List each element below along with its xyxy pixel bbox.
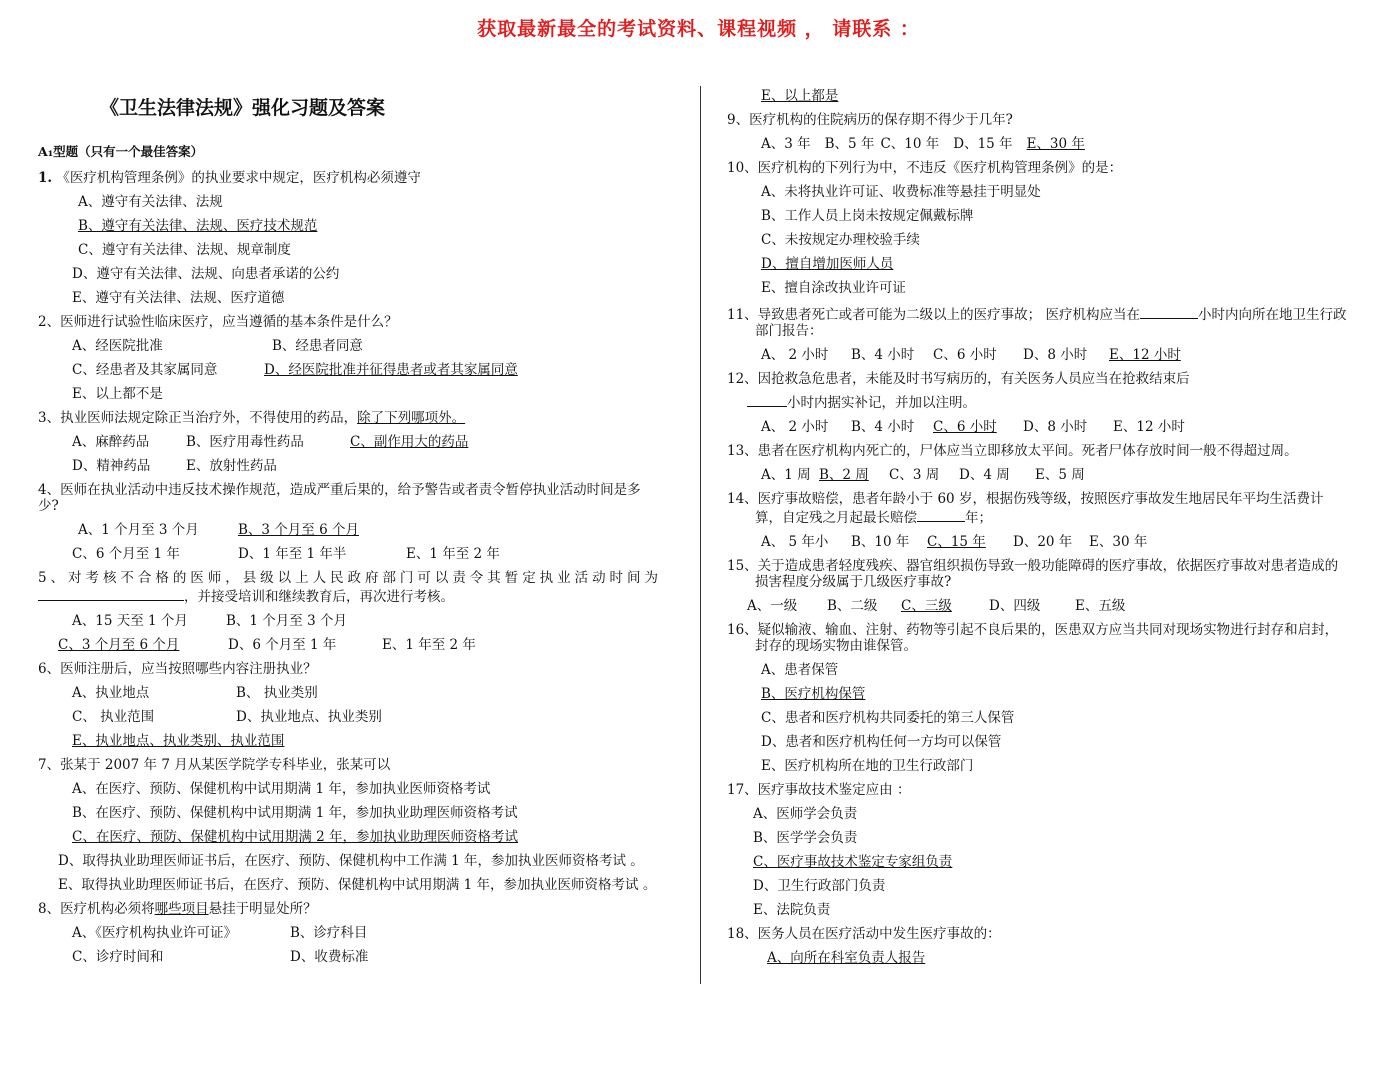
q5-option-c: C、3 个月至 6 个月 xyxy=(58,637,180,653)
question-6: 6、医师注册后，应当按照哪些内容注册执业？ xyxy=(38,661,317,677)
q6-option-d: D、执业地点、执业类别 xyxy=(236,709,382,725)
q6-option-a: A、执业地点 xyxy=(72,685,150,701)
q7-option-b: B、在医疗、预防、保健机构中试用期满 1 年，参加执业助理医师资格考试 xyxy=(72,805,518,821)
q10-option-d: D、擅自增加医师人员 xyxy=(761,256,894,272)
q13-option-d: D、4 周 xyxy=(959,467,1010,483)
q12-option-d: D、8 小时 xyxy=(1023,419,1088,435)
question-11 xyxy=(727,300,1347,343)
question-16: 16、疑似输液、输血、注射、药物等引起不良后果的，医患双方应当共同对现场实物进行封存和启封，封存的现场实物由谁保管。 xyxy=(727,622,1339,654)
question-5-text-end: ，并接受培训和继续教育后，再次进行考核。 xyxy=(184,589,454,605)
q5-option-b: B、1 个月至 3 个月 xyxy=(226,613,347,629)
q14-option-e: E、30 年 xyxy=(1089,534,1148,550)
q2-option-e: E、以上都不是 xyxy=(72,386,163,402)
q13-option-e: E、5 周 xyxy=(1035,467,1085,483)
q10-option-e: E、擅自涂改执业许可证 xyxy=(761,280,906,296)
q5-option-a: A、15 天至 1 个月 xyxy=(72,613,188,629)
q11-option-e: E、12 小时 xyxy=(1109,347,1181,363)
document-title: 《卫生法律法规》强化习题及答案 xyxy=(100,97,386,119)
q1-option-b: B、遵守有关法律、法规、医疗技术规范 xyxy=(78,218,318,234)
question-3 xyxy=(38,406,658,430)
q15-option-a: A、一级 xyxy=(747,598,798,614)
question-13: 13、患者在医疗机构内死亡的，尸体应当立即移放太平间。死者尸体存放时间一般不得超过周。 xyxy=(727,443,1298,459)
question-15: 15、关于造成患者轻度残疾、器官组织损伤导致一般功能障碍的医疗事故，依据医疗事故对患者造成的损害程度分级属于几级医疗事故? xyxy=(727,558,1339,590)
q4-option-b: B、3 个月至 6 个月 xyxy=(238,522,359,538)
q17-option-e: E、法院负责 xyxy=(753,902,831,918)
question-8-text: 8、医疗机构必须将 xyxy=(38,901,155,917)
q3-option-e: E、放射性药品 xyxy=(186,458,277,474)
q12-option-a: A、 2 小时 xyxy=(761,419,829,435)
q3-option-c: C、副作用大的药品 xyxy=(350,434,469,450)
question-7: 7、张某于 2007 年 7 月从某医学院学专科毕业，张某可以 xyxy=(38,757,391,773)
q12-option-e: E、12 小时 xyxy=(1113,419,1185,435)
q9-option-c: C、10 年 xyxy=(880,136,940,152)
q13-option-c: C、3 周 xyxy=(889,467,940,483)
q13-option-a: A、1 周 xyxy=(761,467,811,483)
q17-option-a: A、医师学会负责 xyxy=(753,806,858,822)
question-3-text: 3、执业医师法规定除正当治疗外，不得使用的药品， xyxy=(38,410,358,426)
q6-option-b: B、 执业类别 xyxy=(236,685,318,701)
question-10: 10、医疗机构的下列行为中，不违反《医疗机构管理条例》的是： xyxy=(727,160,1123,176)
q16-option-e: E、医疗机构所在地的卫生行政部门 xyxy=(761,758,974,774)
q2-option-c: C、经患者及其家属同意 xyxy=(72,362,218,378)
q16-option-c: C、患者和医疗机构共同委托的第三人保管 xyxy=(761,710,1015,726)
q17-option-d: D、卫生行政部门负责 xyxy=(753,878,886,894)
question-5 xyxy=(38,566,658,609)
q7-option-e: E、取得执业助理医师证书后，在医疗、预防、保健机构中试用期满 1 年，参加执业医师资格考试 。 xyxy=(58,877,657,893)
question-8 xyxy=(38,897,658,921)
q5-option-d: D、6 个月至 1 年 xyxy=(228,637,337,653)
question-17: 17、医疗事故技术鉴定应由 ： xyxy=(727,782,911,798)
q8-option-c: C、诊疗时间和 xyxy=(72,949,164,965)
q2-option-b: B、经患者同意 xyxy=(272,338,363,354)
question-12-blank xyxy=(747,392,787,407)
q8-option-b: B、诊疗科目 xyxy=(290,925,368,941)
contact-banner: 获取最新最全的考试资料、课程视频 ， 请联系 ： xyxy=(477,18,920,40)
q9-option-b: B、5 年 xyxy=(824,136,875,152)
q6-option-e: E、执业地点、执业类别、执业范围 xyxy=(72,733,285,749)
q7-option-d: D、取得执业助理医师证书后，在医疗、预防、保健机构中工作满 1 年，参加执业医师资格考试 。 xyxy=(58,853,644,869)
q10-option-a: A、未将执业许可证、收费标准等悬挂于明显处 xyxy=(761,184,1041,200)
question-3-underlined: 除了下列哪项外。 xyxy=(357,410,466,426)
q4-option-e: E、1 年至 2 年 xyxy=(406,546,500,562)
q4-option-a: A、1 个月至 3 个月 xyxy=(78,522,199,538)
q9-option-d: D、15 年 xyxy=(953,136,1013,152)
question-12: 12、因抢救急危患者，未能及时书写病历的，有关医务人员应当在抢救结束后 xyxy=(727,371,1190,387)
q7-option-c: C、在医疗、预防、保健机构中试用期满 2 年，参加执业助理医师资格考试 xyxy=(72,829,519,845)
q12-option-c: C、6 小时 xyxy=(933,419,997,435)
q3-option-b: B、医疗用毒性药品 xyxy=(186,434,304,450)
q8-option-a: A、《医疗机构执业许可证》 xyxy=(72,925,237,941)
q8-option-e: E、以上都是 xyxy=(761,88,839,104)
q11-option-b: B、4 小时 xyxy=(851,347,915,363)
q3-option-a: A、麻醉药品 xyxy=(72,434,150,450)
q8-option-d: D、收费标准 xyxy=(290,949,369,965)
q16-option-d: D、患者和医疗机构任何一方均可以保管 xyxy=(761,734,1002,750)
q15-option-b: B、二级 xyxy=(827,598,878,614)
q4-option-c: C、6 个月至 1 年 xyxy=(72,546,180,562)
question-5-text: 5、对考核不合格的医师，县级以上人民政府部门可以责令其暂定执业活动时间为 xyxy=(38,570,658,586)
q3-option-d: D、精神药品 xyxy=(72,458,151,474)
q2-option-a: A、经医院批准 xyxy=(72,338,163,354)
q4-option-d: D、1 年至 1 年半 xyxy=(238,546,347,562)
q18-option-a: A、向所在科室负责人报告 xyxy=(767,950,926,966)
question-18: 18、医务人员在医疗活动中发生医疗事故的： xyxy=(727,926,1001,942)
q15-option-c: C、三级 xyxy=(901,598,952,614)
section-heading: A₁型题（只有一个最佳答案） xyxy=(38,144,204,159)
question-5-blank xyxy=(38,586,184,601)
question-11-blank xyxy=(1140,304,1198,319)
question-1-text: 《医疗机构管理条例》的执业要求中规定，医疗机构必须遵守 xyxy=(56,170,421,186)
right-column xyxy=(727,84,1347,970)
q5-option-e: E、1 年至 2 年 xyxy=(382,637,476,653)
q14-option-c: C、15 年 xyxy=(927,534,986,550)
q12-option-b: B、4 小时 xyxy=(851,419,915,435)
q15-option-e: E、五级 xyxy=(1075,598,1126,614)
q16-option-b: B、医疗机构保管 xyxy=(761,686,866,702)
question-8-text-end: 悬挂于明显处所？ xyxy=(208,901,317,917)
q13-option-b: B、2 周 xyxy=(819,467,869,483)
q9-option-e: E、30 年 xyxy=(1026,136,1085,152)
q2-option-d: D、经医院批准并征得患者或者其家属同意 xyxy=(264,362,518,378)
q1-option-c: C、遵守有关法律、法规、规章制度 xyxy=(78,242,291,258)
q6-option-c: C、 执业范围 xyxy=(72,709,155,725)
question-11-text-end: 小时内向所在地卫生行政部门报告： xyxy=(755,307,1347,339)
q11-option-a: A、 2 小时 xyxy=(761,347,829,363)
q17-option-c: C、医疗事故技术鉴定专家组负责 xyxy=(753,854,953,870)
question-9: 9、医疗机构的住院病历的保存期不得少于几年? xyxy=(727,112,1013,128)
left-column xyxy=(38,92,658,969)
q11-option-c: C、6 小时 xyxy=(933,347,997,363)
q1-option-a: A、遵守有关法律、法规 xyxy=(78,194,223,210)
q11-option-d: D、8 小时 xyxy=(1023,347,1088,363)
question-4: 4、医师在执业活动中违反技术操作规范，造成严重后果的，给予警告或者责令暂停执业活动时间是多少? xyxy=(38,482,641,514)
q1-option-e: E、遵守有关法律、法规、医疗道德 xyxy=(72,290,285,306)
q10-option-b: B、工作人员上岗未按规定佩戴标牌 xyxy=(761,208,974,224)
question-14-text: 14、医疗事故赔偿，患者年龄小于 60 岁，根据伤残等级，按照医疗事故发生地居民年平均生活费计算，自定残之月起最长赔偿 xyxy=(727,491,1324,526)
question-14 xyxy=(727,487,1347,530)
question-8-underlined: 哪些项目 xyxy=(154,901,209,917)
question-1: 1. 《医疗机构管理条例》的执业要求中规定，医疗机构必须遵守 xyxy=(38,170,421,186)
q15-option-d: D、四级 xyxy=(989,598,1041,614)
q10-option-c: C、未按规定办理校验手续 xyxy=(761,232,920,248)
q17-option-b: B、医学学会负责 xyxy=(753,830,858,846)
q9-option-a: A、3 年 xyxy=(761,136,811,152)
q14-option-d: D、20 年 xyxy=(1013,534,1073,550)
question-14-text-end: 年； xyxy=(965,510,992,526)
question-11-text: 11、导致患者死亡或者可能为二级以上的医疗事故； 医疗机构应当在 xyxy=(727,307,1140,323)
column-divider xyxy=(700,86,701,984)
question-2: 2、医师进行试验性临床医疗，应当遵循的基本条件是什么？ xyxy=(38,314,398,330)
q7-option-a: A、在医疗、预防、保健机构中试用期满 1 年，参加执业医师资格考试 xyxy=(72,781,491,797)
q16-option-a: A、患者保管 xyxy=(761,662,839,678)
q14-option-b: B、10 年 xyxy=(851,534,910,550)
question-12-text-end: 小时内据实补记，并加以注明。 xyxy=(787,395,976,411)
q14-option-a: A、 5 年小 xyxy=(761,534,829,550)
q1-option-d: D、遵守有关法律、法规、向患者承诺的公约 xyxy=(72,266,340,282)
question-14-blank xyxy=(917,507,965,522)
